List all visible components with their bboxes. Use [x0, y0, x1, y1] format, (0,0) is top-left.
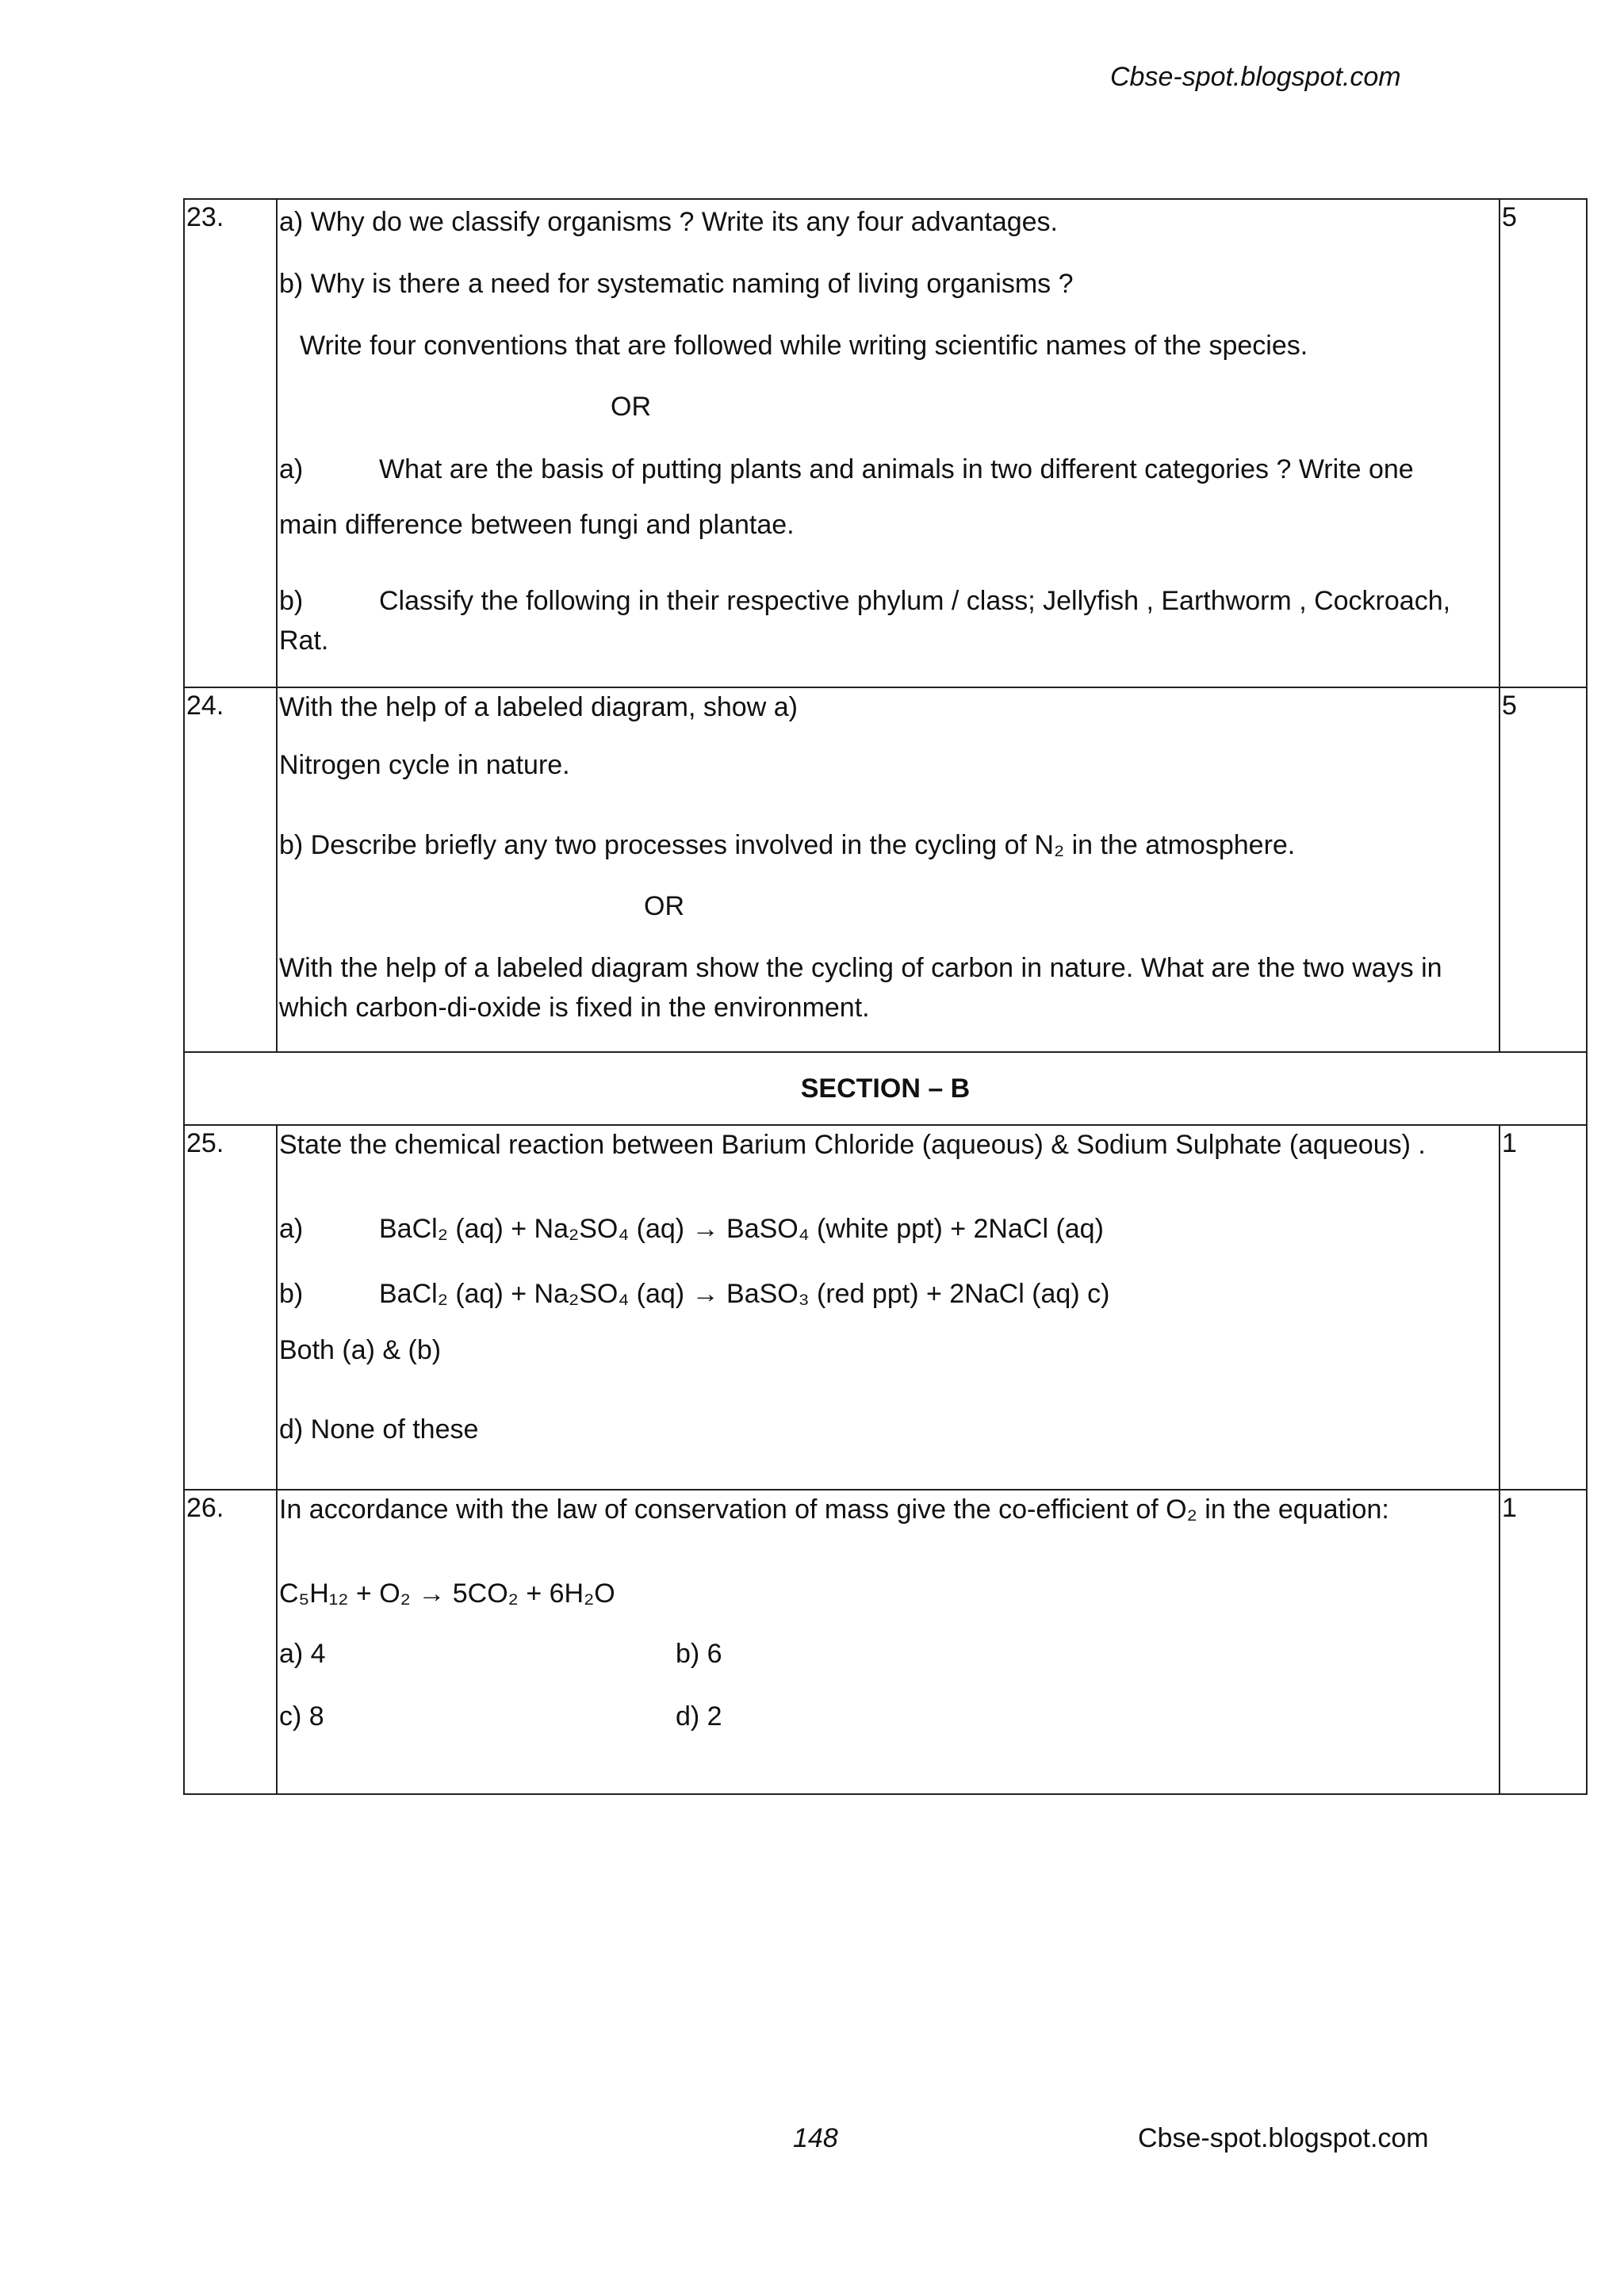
option-b-label: b) [279, 1279, 304, 1310]
options-row-1 [278, 1636, 1499, 1671]
question-row-26 [184, 1490, 1587, 1794]
alt-part-b-text: Classify the following in their respective phylum / class; Jellyfish , Earthworm , Cockroach, [379, 586, 1451, 617]
question-table [183, 198, 1588, 1795]
question-number: 25. [184, 1125, 277, 1490]
question-row-24 [184, 687, 1587, 1052]
question-body [277, 199, 1500, 687]
question-part-a: a) Why do we classify organisms ? Write its any four advantages. [279, 207, 1058, 237]
question-stem: State the chemical reaction between Barium Chloride (aqueous) & Sodium Sulphate (aqueous) . [279, 1130, 1426, 1160]
question-line: With the help of a labeled diagram, show a) [279, 692, 798, 722]
alt-part-b [278, 584, 1499, 618]
alt-part-b-label: b) [279, 586, 304, 617]
header-site: Cbse-spot.blogspot.com [1110, 62, 1401, 92]
question-row-25 [184, 1125, 1587, 1490]
question-part-b-cont: Write four conventions that are followed while writing scientific names of the species. [300, 331, 1308, 362]
question-line: With the help of a labeled diagram show the cycling of carbon in nature. What are the two ways in [279, 952, 1442, 983]
question-part-b: b) Why is there a need for systematic naming of living organisms ? [279, 269, 1074, 300]
option-d: d) None of these [279, 1414, 479, 1445]
question-body [277, 1490, 1500, 1794]
question-number: 26. [184, 1490, 277, 1794]
question-row-23 [184, 199, 1587, 687]
or-separator: OR [611, 391, 651, 422]
option-d: d) 2 [676, 1701, 722, 1732]
option-b-text: BaCl₂ (aq) + Na₂SO₄ (aq) → BaSO₃ (red ppt) + 2NaCl (aq) c) [379, 1279, 1110, 1310]
or-separator: OR [644, 890, 684, 921]
options-row-2 [278, 1699, 1499, 1734]
option-b [278, 1276, 1499, 1311]
question-line: Nitrogen cycle in nature. [279, 750, 570, 781]
question-line: which carbon-di-oxide is fixed in the environment. [279, 992, 870, 1023]
question-marks: 1 [1500, 1125, 1587, 1490]
question-marks: 5 [1500, 199, 1587, 687]
section-row [184, 1052, 1587, 1125]
question-body [277, 1125, 1500, 1490]
alt-part-a-cont: main difference between fungi and plantae. [279, 509, 795, 540]
alt-part-a-label: a) [279, 453, 304, 484]
option-c: Both (a) & (b) [279, 1334, 442, 1365]
question-marks: 5 [1500, 687, 1587, 1052]
option-a [278, 1211, 1499, 1246]
section-heading: SECTION – B [184, 1052, 1587, 1125]
option-c: c) 8 [279, 1701, 324, 1732]
option-a-text: BaCl₂ (aq) + Na₂SO₄ (aq) → BaSO₄ (white ppt) + 2NaCl (aq) [379, 1214, 1104, 1245]
question-number: 23. [184, 199, 277, 687]
alt-part-a-text: What are the basis of putting plants and animals in two different categories ? Write one [379, 453, 1414, 484]
option-a-label: a) [279, 1214, 304, 1245]
page-number: 148 [793, 2123, 838, 2153]
question-marks: 1 [1500, 1490, 1587, 1794]
equation: C₅H₁₂ + O₂ → 5CO₂ + 6H₂O [279, 1578, 615, 1609]
question-part-b: b) Describe briefly any two processes involved in the cycling of N₂ in the atmosphere. [279, 830, 1296, 861]
option-a: a) 4 [279, 1639, 326, 1670]
question-number: 24. [184, 687, 277, 1052]
question-body [277, 687, 1500, 1052]
question-stem: In accordance with the law of conservation of mass give the co-efficient of O₂ in the equation: [279, 1494, 1389, 1525]
footer-site: Cbse-spot.blogspot.com [1138, 2123, 1429, 2153]
alt-part-a [278, 452, 1499, 487]
option-b: b) 6 [676, 1639, 722, 1670]
alt-part-b-cont: Rat. [279, 626, 329, 656]
